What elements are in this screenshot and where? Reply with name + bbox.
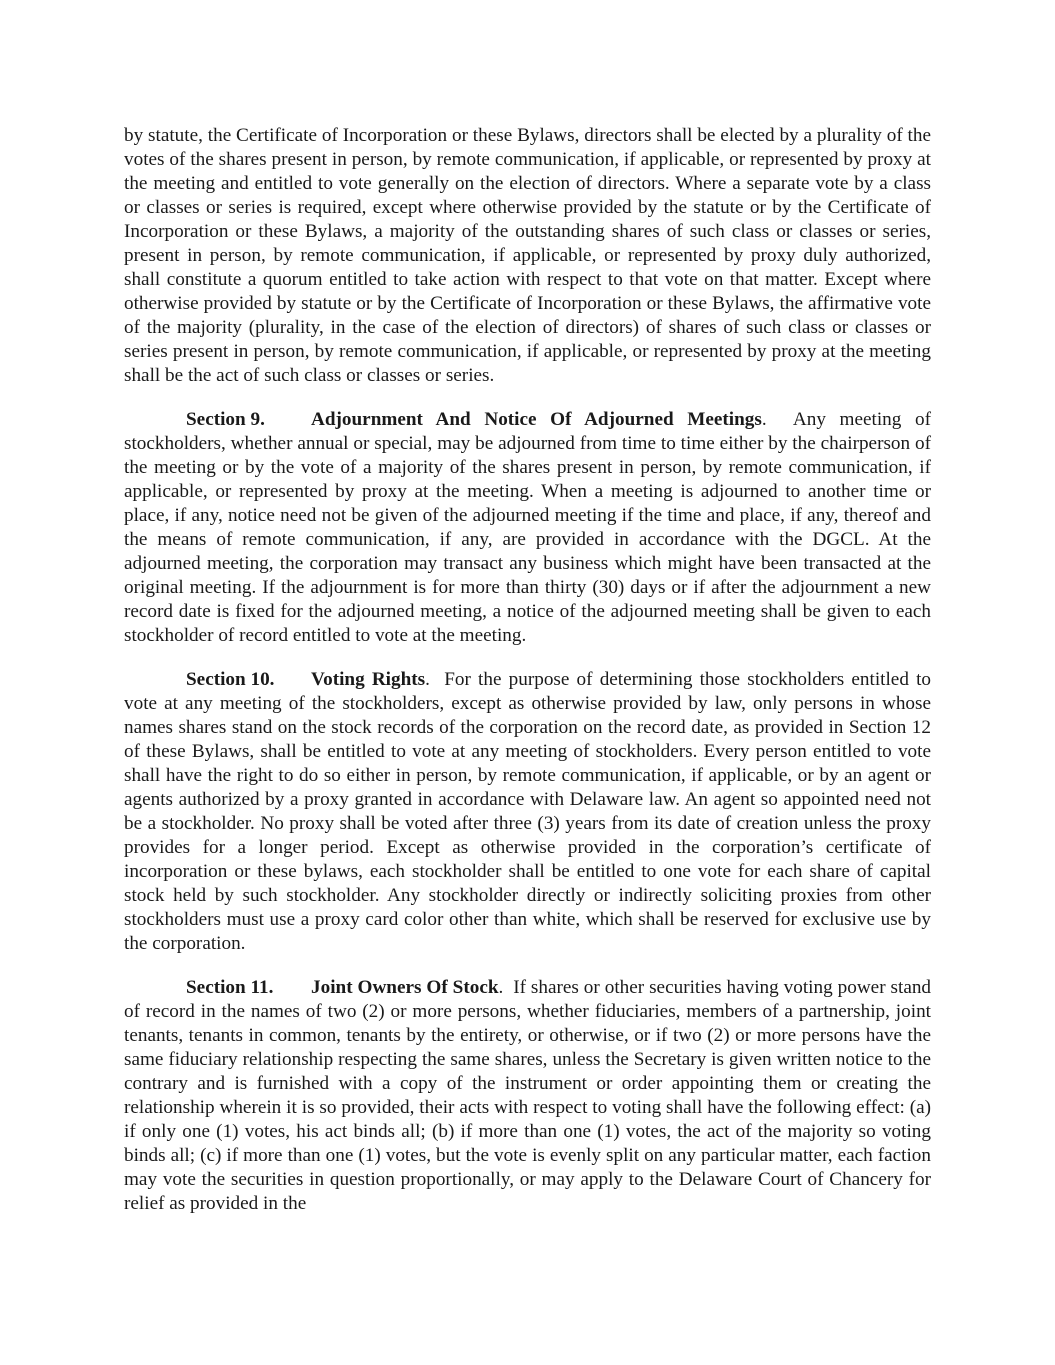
- section-11-title-punct: .: [498, 977, 504, 998]
- section-10-title: Voting Rights: [311, 669, 426, 690]
- section-9-body: Any meeting of stockholders, whether annual or special, may be adjourned from time to time either by the chairperson of the meeting or by the vote of a majority of the shares present in person, by remote communication, if applicable, or represented by proxy at the meeting. When a meeting is adjourned to another time or place, if any, notice need not be given of the adjourned meeting if the time and place, if any, thereof and the means of remote communication, if any, are provided in accordance with the DGCL. At the adjourned meeting, the corporation may transact any business which might have been transacted at the original meeting. If the adjournment is for more than thirty (30) days or if after the adjournment a new record date is fixed for the adjourned meeting, a notice of the adjourned meeting shall be given to each stockholder of record entitled to vote at the meeting.: [124, 409, 931, 646]
- section-9-number: Section 9.: [186, 409, 265, 430]
- document-body: [124, 124, 931, 1216]
- section-9-title-punct: .: [761, 409, 767, 430]
- section-9-paragraph: [124, 408, 931, 648]
- intro-paragraph: by statute, the Certificate of Incorporation or these Bylaws, directors shall be elected by a plurality of the votes of the shares present in person, by remote communication, if applicable, or represented by proxy at the meeting and entitled to vote generally on the election of directors. Where a separate vote by a class or classes or series is required, except where otherwise provided by the statute or by the Certificate of Incorporation or these Bylaws, a majority of the outstanding shares of such class or classes or series, present in person, by remote communication, if applicable, or represented by proxy duly authorized, shall constitute a quorum entitled to take action with respect to that vote on that matter. Except where otherwise provided by statute or by the Certificate of Incorporation or these Bylaws, the affirmative vote of the majority (plurality, in the case of the election of directors) of shares of such class or classes or series present in person, by remote communication, if applicable, or represented by proxy at the meeting shall be the act of such class or classes or series.: [124, 125, 931, 386]
- section-11-number: Section 11.: [186, 977, 274, 998]
- section-10-paragraph: [124, 668, 931, 956]
- section-10-body: For the purpose of determining those stockholders entitled to vote at any meeting of the stockholders, except as otherwise provided by law, only persons in whose names shares stand on the stock records of the corporation on the record date, as provided in Section 12 of these Bylaws, shall be entitled to vote at any meeting of stockholders. Every person entitled to vote shall have the right to do so either in person, by remote communication, if applicable, or by an agent or agents authorized by a proxy granted in accordance with Delaware law. An agent so appointed need not be a stockholder. No proxy shall be voted after three (3) years from its date of creation unless the proxy provides for a longer period. Except as otherwise provided in the corporation’s certificate of incorporation or these bylaws, each stockholder shall be entitled to one vote for each share of capital stock held by such stockholder. Any stockholder directly or indirectly soliciting proxies from other stockholders must use a proxy card color other than white, which shall be reserved for exclusive use by the corporation.: [124, 669, 931, 954]
- section-11-body: If shares or other securities having voting power stand of record in the names of two (2) or more persons, whether fiduciaries, members of a partnership, joint tenants, tenants in common, tenants by the entirety, or otherwise, or if two (2) or more persons have the same fiduciary relationship respecting the same shares, unless the Secretary is given written notice to the contrary and is furnished with a copy of the instrument or order appointing them or creating the relationship wherein it is so provided, their acts with respect to voting shall have the following effect: (a) if only one (1) votes, his act binds all; (b) if more than one (1) votes, the act of the majority so voting binds all; (c) if more than one (1) votes, but the vote is evenly split on any particular matter, each faction may vote the securities in question proportionally, or may apply to the Delaware Court of Chancery for relief as provided in the: [124, 977, 932, 1214]
- section-11-title: Joint Owners Of Stock: [311, 977, 499, 998]
- section-9-title: Adjournment And Notice Of Adjourned Meetings: [311, 409, 762, 430]
- section-10-title-punct: .: [425, 669, 430, 690]
- section-10-number: Section 10.: [186, 669, 275, 690]
- section-11-paragraph: [124, 976, 931, 1216]
